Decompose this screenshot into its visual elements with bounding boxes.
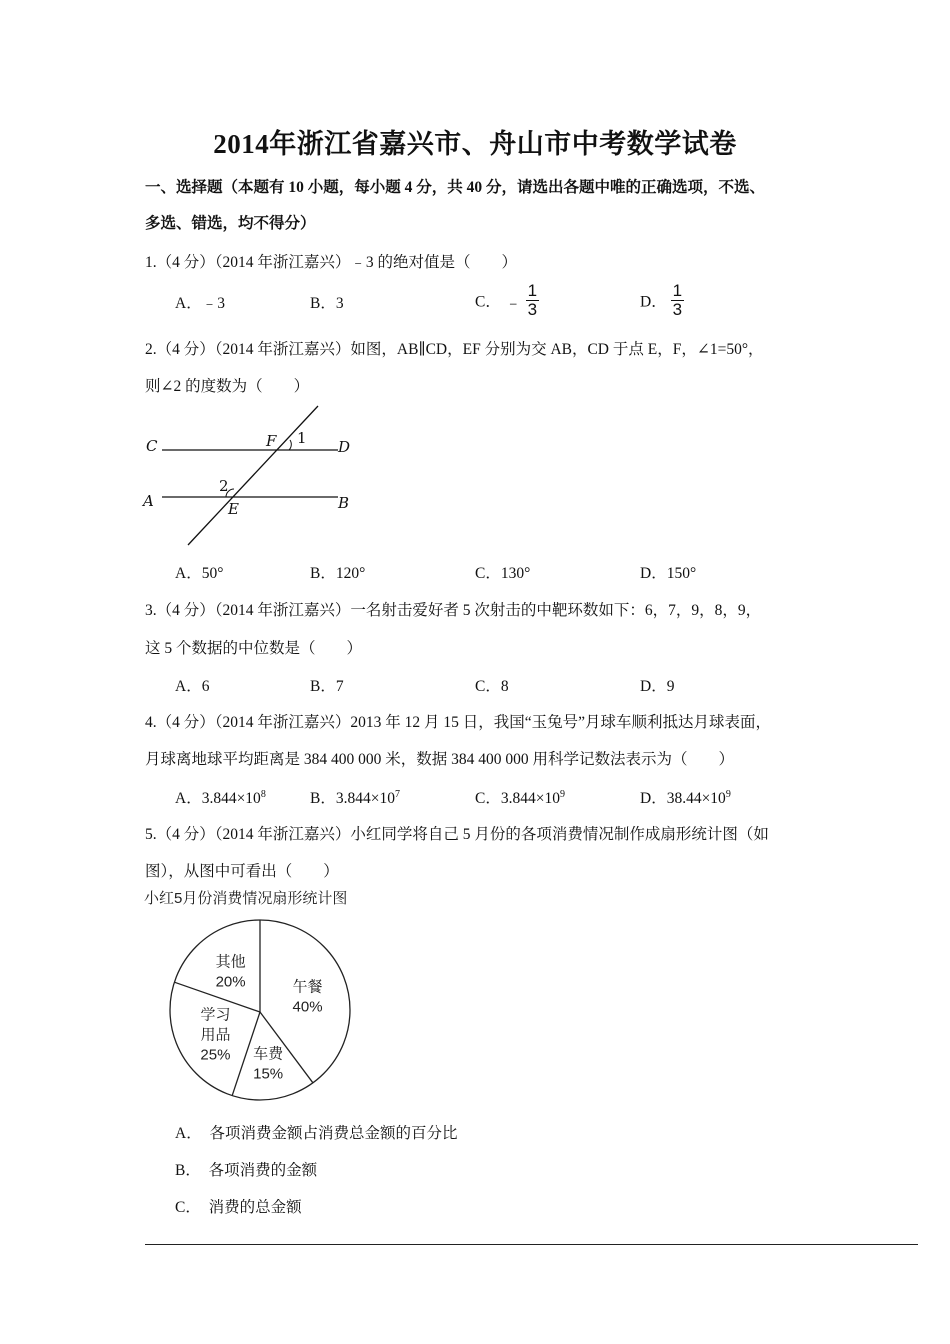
q3-option-b: B．7	[310, 678, 344, 695]
q5-option-b: B． 各项消费的金额	[175, 1162, 318, 1179]
q2-option-c: C．130°	[475, 565, 531, 582]
q5-option-c: C． 消费的总金额	[175, 1199, 302, 1216]
q3-option-d: D．9	[640, 678, 675, 695]
pie-chart	[160, 910, 360, 1110]
question-2-stem-line1: 2.（4 分）（2014 年浙江嘉兴）如图，AB∥CD，EF 分别为交 AB，CD 于点 E，F，∠1=50°，	[145, 341, 764, 358]
q5-option-a: A． 各项消费金额占消费总金额的百分比	[175, 1125, 458, 1142]
question-4-stem-line1: 4.（4 分）（2014 年浙江嘉兴）2013 年 12 月 15 日，我国“玉兔号”月球车顺利抵达月球表面，	[145, 714, 772, 731]
question-5-stem-line2: 图），从图中可看出（ ）	[145, 863, 339, 880]
q4-option-d-text: D．38.44×10	[640, 790, 726, 807]
q2-option-d: D．150°	[640, 565, 697, 582]
q4-option-b-text: B．3.844×10	[310, 790, 395, 807]
q1-option-d	[640, 282, 684, 319]
q4-option-b-exponent: 7	[394, 788, 400, 800]
pie-slice-label: 午餐	[292, 978, 323, 996]
fraction-denominator: 3	[672, 300, 683, 319]
q3-option-c: C．8	[475, 678, 509, 695]
pie-slice-percent-label: 25%	[200, 1046, 231, 1064]
pie-slice-percent-label: 40%	[292, 998, 323, 1016]
label-angle-1: 1	[297, 429, 307, 447]
question-3-stem-line1: 3.（4 分）（2014 年浙江嘉兴）一名射击爱好者 5 次射击的中靶环数如下：6，7，9，8，9，	[145, 602, 762, 619]
q2-option-a: A．50°	[175, 565, 224, 582]
q1-option-a: A．﹣3	[175, 295, 225, 312]
fraction-denominator: 3	[527, 300, 538, 319]
q4-option-c-text: C．3.844×10	[475, 790, 560, 807]
q4-option-d-exponent: 9	[725, 788, 731, 800]
label-angle-2: 2	[219, 477, 229, 495]
q1-option-d-fraction	[671, 282, 684, 319]
label-b: B	[338, 494, 350, 512]
q4-option-d	[640, 786, 731, 808]
fraction-numerator: 1	[672, 281, 683, 300]
q4-option-c-exponent: 9	[559, 788, 565, 800]
label-f: F	[266, 432, 277, 450]
question-5-stem-line1: 5.（4 分）（2014 年浙江嘉兴）小红同学将自己 5 月份的各项消费情况制作成扇形统计图（如	[145, 826, 769, 843]
q4-option-a-exponent: 8	[260, 788, 266, 800]
pie-slice-label: 其他	[215, 953, 246, 971]
q1-option-c	[475, 282, 539, 319]
q4-option-a-text: A．3.844×10	[175, 790, 261, 807]
pie-slice-percent-label: 15%	[253, 1065, 284, 1083]
pie-slice-label: 学习	[200, 1006, 231, 1024]
section-heading-line2: 多选、错选，均不得分）	[145, 215, 316, 232]
q2-option-b: B．120°	[310, 565, 366, 582]
q1-option-d-prefix: D．	[640, 293, 667, 311]
pie-slice-percent-label: 20%	[215, 973, 246, 991]
pie-slice-label: 用品	[200, 1026, 231, 1044]
question-1-stem: 1.（4 分）（2014 年浙江嘉兴）﹣3 的绝对值是（ ）	[145, 254, 518, 271]
question-2-stem-line2: 则∠2 的度数为（ ）	[145, 378, 310, 395]
footer-rule	[145, 1244, 918, 1245]
pie-slice-label: 车费	[253, 1045, 284, 1063]
page-title: 2014年浙江省嘉兴市、舟山市中考数学试卷	[213, 129, 737, 159]
q1-option-c-fraction	[526, 282, 539, 319]
label-a: A	[143, 492, 154, 510]
q1-option-c-prefix: C．	[475, 293, 501, 311]
q1-option-b: B．3	[310, 295, 344, 312]
q3-option-a: A．6	[175, 678, 210, 695]
q4-option-c	[475, 786, 565, 808]
parallel-lines-figure	[140, 400, 370, 550]
section-heading-line1: 一、选择题（本题有 10 小题，每小题 4 分，共 40 分，请选出各题中唯的正确选项，不选、	[145, 179, 766, 196]
fraction-numerator: 1	[527, 281, 538, 300]
label-d: D	[338, 438, 351, 456]
pie-chart-title: 小红5月份消费情况扇形统计图	[144, 890, 348, 907]
transversal-ef	[188, 406, 318, 545]
q4-option-b	[310, 786, 400, 808]
question-3-stem-line2: 这 5 个数据的中位数是（ ）	[145, 640, 363, 657]
angle-1-arc	[289, 440, 291, 450]
q1-option-c-sign: ﹣	[504, 293, 522, 312]
label-e: E	[228, 500, 239, 518]
label-c: C	[146, 437, 158, 455]
q4-option-a	[175, 786, 266, 808]
question-4-stem-line2: 月球离地球平均距离是 384 400 000 米，数据 384 400 000 用科学记数法表示为（ ）	[145, 751, 735, 768]
